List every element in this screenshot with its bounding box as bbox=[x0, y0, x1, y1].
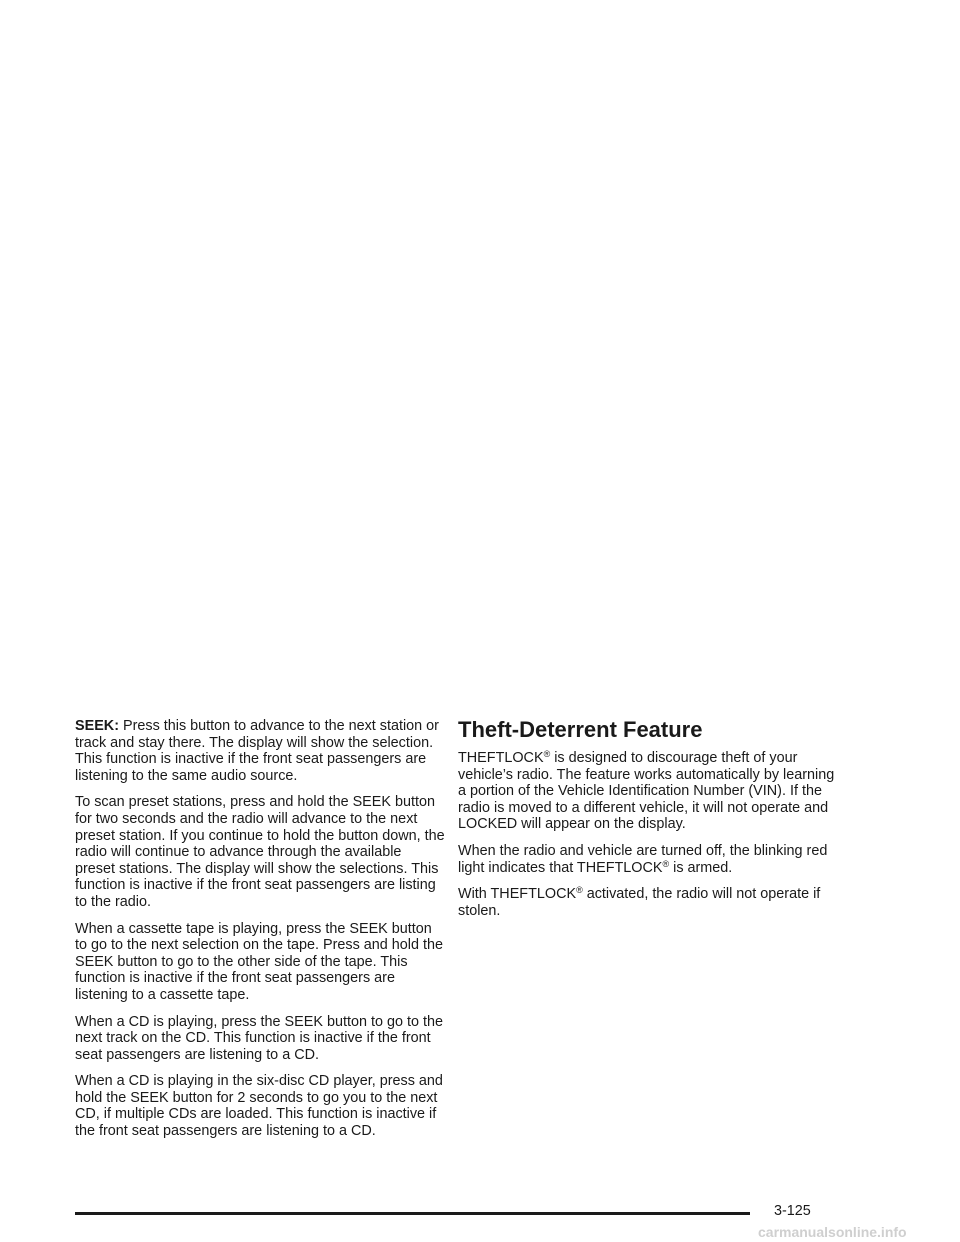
section-heading: Theft-Deterrent Feature bbox=[458, 717, 703, 742]
page-number: 3-125 bbox=[774, 1203, 811, 1219]
theftlock-intro-paragraph bbox=[458, 750, 838, 833]
intro-text: is designed to discourage theft of your vehicle’s radio. The feature works automatically by learning a portion of the Vehicle Identification Number (VIN). If the radio is moved to a different vehicle, it will not operate and LOCKED will appear on the display. bbox=[458, 750, 835, 833]
left-column bbox=[75, 718, 445, 1150]
registered-mark: ® bbox=[662, 858, 670, 869]
activated-lead-text: With THEFTLOCK bbox=[458, 886, 577, 903]
activated-paragraph bbox=[458, 886, 838, 919]
scan-paragraph: To scan preset stations, press and hold the SEEK button for two seconds and the radio will advance to the next preset station. If you continue to hold the button down, the radio will continue to advance through the available preset stations. The display will show the selections. This function is inactive if the front seat passengers are listing to the radio. bbox=[75, 794, 445, 910]
seek-paragraph bbox=[75, 718, 445, 784]
seek-label: SEEK: bbox=[75, 718, 119, 734]
six-disc-paragraph: When a CD is playing in the six-disc CD player, press and hold the SEEK button for 2 seconds to go you to the next CD, if multiple CDs are loaded. This function is inactive if the front seat passengers are listening to a CD. bbox=[75, 1073, 443, 1140]
brand-name: THEFTLOCK bbox=[458, 750, 544, 766]
right-column bbox=[458, 750, 838, 929]
blinking-light-paragraph bbox=[458, 843, 838, 876]
armed-text: is armed. bbox=[673, 859, 733, 876]
watermark: carmanualsonline.info bbox=[758, 1224, 907, 1240]
footer-rule bbox=[75, 1212, 750, 1215]
registered-mark: ® bbox=[576, 885, 583, 896]
seek-text: Press this button to advance to the next station or track and stay there. The display will show the selection. This function is inactive if the front seat passengers are listening to the same audio source. bbox=[75, 718, 439, 784]
cd-paragraph: When a CD is playing, press the SEEK button to go to the next track on the CD. This function is inactive if the front seat passengers are listening to a CD. bbox=[75, 1013, 443, 1063]
activated-text: activated, the radio will not operate if stolen. bbox=[458, 886, 821, 919]
cassette-paragraph: When a cassette tape is playing, press the SEEK button to go to the next selection on the tape. Press and hold the SEEK button to go to the other side of the tape. This function is inactive if the front seat passengers are listening to a cassette tape. bbox=[75, 920, 444, 1003]
blinking-light-text: When the radio and vehicle are turned off, the blinking red light indicates that THEFTLOCK bbox=[458, 842, 828, 876]
registered-mark: ® bbox=[543, 749, 551, 759]
